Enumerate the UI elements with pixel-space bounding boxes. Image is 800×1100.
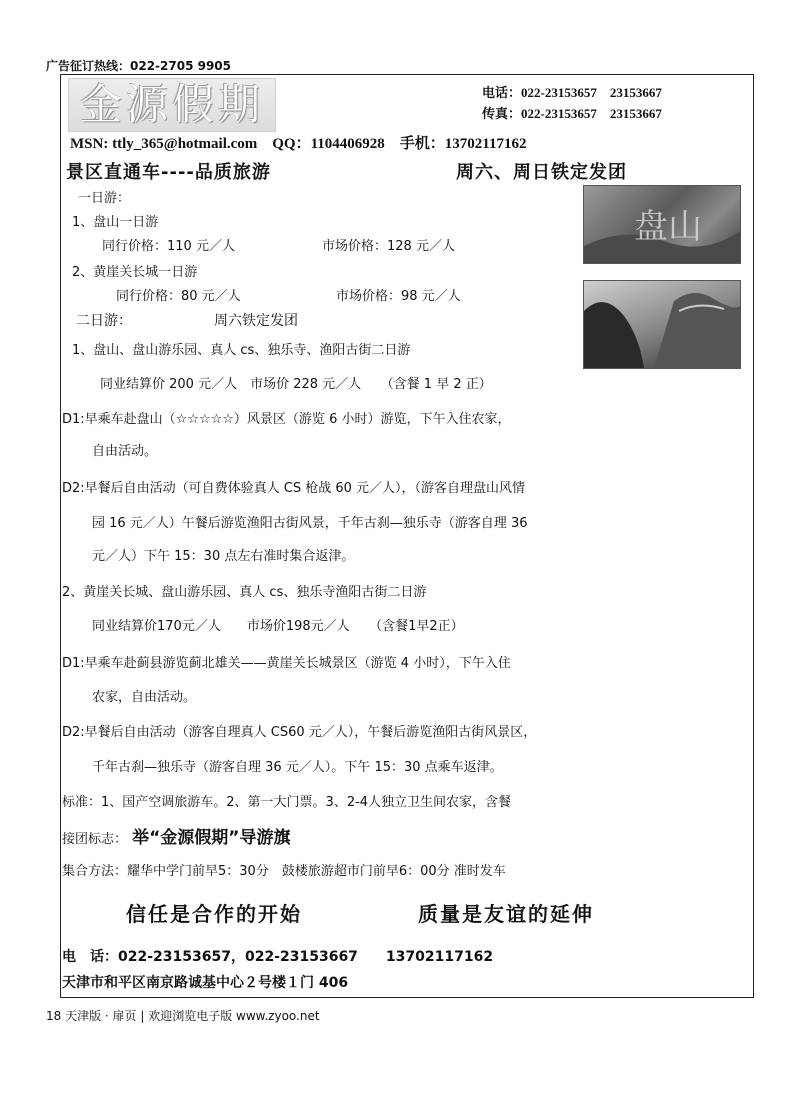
two-day-trip2-d1-line2: 农家，自由活动。	[92, 690, 197, 705]
two-day-trip2-price: 同业结算价170元／人 市场价198元／人 （含餐1早2正）	[92, 619, 464, 634]
two-day-trip1-d2-line1: D2:早餐后自由活动（可自费体验真人 CS 枪战 60 元／人），（游客自理盘山风情	[62, 481, 526, 496]
contact-msn-line: MSN: ttly_365@hotmail.com QQ：1104406928 手机：13702117162	[70, 136, 527, 152]
two-day-trip2-d1-line1: D1:早乘车赴蓟县游览蓟北雄关——黄崖关长城景区（游览 4 小时），下午入住	[62, 656, 511, 671]
tour-flag-row	[62, 823, 290, 848]
motto-right: 质量是友谊的延伸	[418, 902, 594, 926]
motto-left: 信任是合作的开始	[126, 902, 302, 926]
two-day-heading-note: 周六铁定发团	[214, 313, 298, 329]
two-day-trip1-d1-line1: D1:早乘车赴盘山（☆☆☆☆☆）风景区（游览 6 小时）游览，下午入住农家，	[62, 412, 511, 427]
two-day-heading: 二日游：	[76, 313, 132, 329]
slogan-left: 景区直通车----品质旅游	[66, 162, 271, 183]
two-day-trip1-d2-line2: 园 16 元／人）午餐后游览渔阳古街风景，千年古刹—独乐寺（游客自理 36	[92, 516, 528, 531]
two-day-trip1-d2-line3: 元／人）下午 15：30 点左右准时集合返津。	[92, 549, 355, 564]
two-day-trip2-d2-line2: 千年古刹—独乐寺（游客自理 36 元／人）。下午 15：30 点乘车返津。	[92, 760, 503, 775]
rock-inscription-photo	[583, 185, 741, 264]
tour-flag-value: 举“金源假期”导游旗	[132, 828, 291, 848]
one-day-heading: 一日游：	[78, 191, 131, 206]
two-day-trip1-d1-line2: 自由活动。	[92, 444, 158, 459]
one-day-trip1-market-price: 市场价格：128 元／人	[322, 239, 455, 254]
great-wall-mountain-photo	[583, 280, 741, 369]
two-day-trip2-title: 2、黄崖关长城、盘山游乐园、真人 cs、独乐寺渔阳古街二日游	[62, 585, 427, 600]
standard-line: 标准：1、国产空调旅游车。2、第一大门票。3、2-4人独立卫生间农家，含餐	[62, 795, 512, 810]
bottom-phone: 电 话：022-23153657，022-23153667 13702117162	[62, 949, 494, 965]
slogan-right: 周六、周日铁定发团	[456, 162, 627, 183]
ad-hotline: 广告征订热线：022-2705 9905	[46, 59, 232, 73]
two-day-trip2-d2-line1: D2:早餐后自由活动（游客自理真人 CS60 元／人），午餐后游览渔阳古街风景区，	[62, 725, 537, 740]
one-day-trip2-market-price: 市场价格：98 元／人	[336, 289, 461, 304]
rock-inscription-icon	[584, 186, 740, 263]
one-day-trip2-title: 2、黄崖关长城一日游	[72, 265, 198, 280]
two-day-trip1-title: 1、盘山、盘山游乐园、真人 cs、独乐寺、渔阳古街二日游	[72, 343, 411, 358]
bottom-address: 天津市和平区南京路诚基中心２号楼１门 406	[62, 975, 349, 991]
one-day-trip1-title: 1、盘山一日游	[72, 215, 159, 230]
brand-logo: 金源假期	[68, 78, 276, 132]
contact-phone: 电话：022-23153657 23153667	[482, 85, 662, 100]
two-day-trip1-price: 同业结算价 200 元／人 市场价 228 元／人 （含餐 1 早 2 正）	[100, 377, 492, 392]
meeting-method: 集合方法：耀华中学门前早5：30分 鼓楼旅游超市门前早6：00分 准时发车	[62, 864, 506, 879]
contact-fax: 传真：022-23153657 23153667	[482, 106, 662, 121]
rock-inscription-glyph: 盘山	[634, 207, 702, 247]
one-day-trip1-peer-price: 同行价格：110 元／人	[102, 239, 235, 254]
mountain-icon	[584, 281, 740, 368]
tour-flag-label: 接团标志：	[62, 832, 128, 847]
page-footer: 18 天津版 · 扉页 | 欢迎浏览电子版 www.zyoo.net	[46, 1009, 320, 1023]
one-day-trip2-peer-price: 同行价格：80 元／人	[116, 289, 241, 304]
